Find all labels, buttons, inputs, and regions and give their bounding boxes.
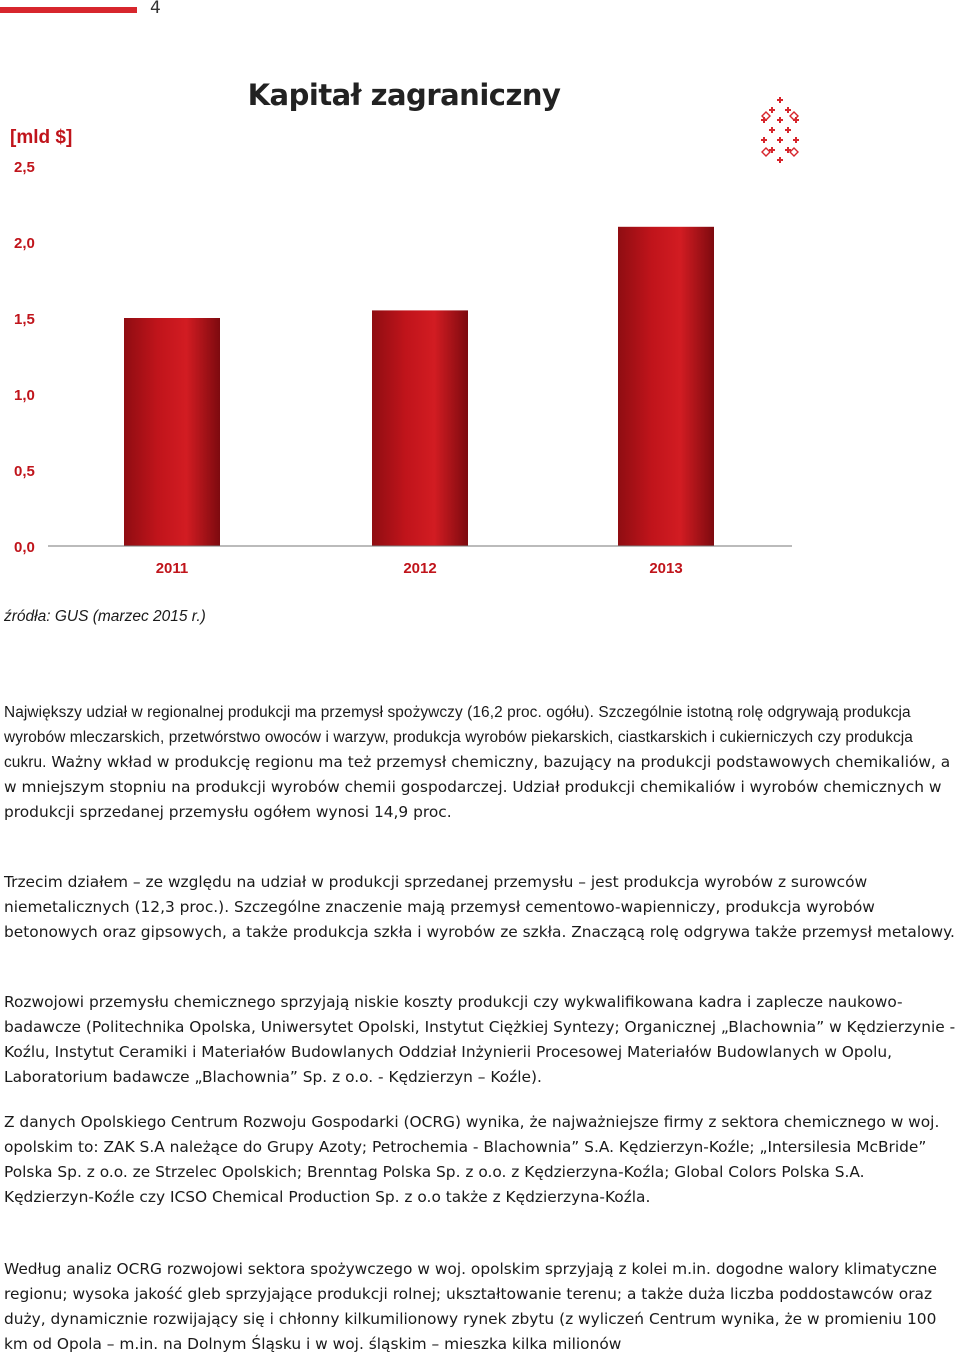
x-tick-label: 2012	[403, 560, 437, 577]
y-axis-ticks	[14, 159, 35, 556]
chart-ylabel: [mld $]	[10, 127, 73, 148]
bar-chart	[0, 55, 820, 585]
y-tick-label: 2,0	[14, 235, 35, 252]
x-tick-label: 2013	[649, 560, 683, 577]
paragraph-segment: Ważny wkład w produkcję regionu ma też przemysł chemiczny, bazujący na produkcji podstawowych chemikaliów, a w mniejszym stopniu na produkcji wyrobów chemii gospodarczej. Udział produkcji chemikaliów i wyrobów chemicznych w produkcji sprzedanej przemysłu ogółem wynosi 14,9 proc.	[4, 753, 951, 821]
paragraph-chemical-companies: Z danych Opolskiego Centrum Rozwoju Gospodarki (OCRG) wynika, że najważniejsze firmy z sektora chemicznego w woj. opolskim to: ZAK S.A należące do Grupy Azoty; Petrochemia - Blachownia” S.A. Kędzierzyn-Koźle; „Intersilesia McBride” Polska Sp. z o.o. ze Strzelec Opolskich; Brenntag Polska Sp. z o.o. z Kędzierzyna-Koźla; Global Colors Polska S.A. Kędzierzyn-Koźle czy ICSO Chemical Production Sp. z o.o także z Kędzierzyna-Koźla.	[4, 1113, 940, 1206]
y-tick-label: 2,5	[14, 159, 35, 176]
y-tick-label: 1,0	[14, 387, 35, 404]
x-axis-labels	[156, 560, 683, 577]
chart-title: Kapitał zagraniczny	[247, 78, 561, 112]
paragraph-chemical-development: Rozwojowi przemysłu chemicznego sprzyjają niskie koszty produkcji czy wykwalifikowana kadra i zaplecze naukowo-badawcze (Politechnika Opolska, Uniwersytet Opolski, Instytut Ciężkiej Syntezy; Organicznej „Blachownia” w Kędzierzynie - Koźlu, Instytut Ceramiki i Materiałów Budowlanych Oddział Inżynierii Procesowej Materiałów Budowlanych w Opolu, Laboratorium badawcze „Blachownia” Sp. z o.o. - Kędzierzyn – Koźle).	[4, 993, 956, 1086]
paragraph-food-chemical	[4, 700, 959, 825]
paragraph-food-sector: Według analiz OCRG rozwojowi sektora spożywczego w woj. opolskim sprzyjają z kolei m.in. dogodne walory klimatyczne regionu; wysoka jakość gleb sprzyjające produkcji rolnej; ukształtowanie terenu; a także duża liczba poddostawców oraz duży, dynamicznie rozwijający się i chłonny kilkumilionowy rynek zbytu (z wyliczeń Centrum wynika, że w promieniu 100 km od Opola – m.in. na Dolnym Śląsku i w woj. śląskim – mieszka kilka milionów	[4, 1260, 937, 1353]
y-tick-label: 0,0	[14, 539, 35, 556]
folk-embroidery-pattern-icon	[761, 97, 799, 163]
x-tick-label: 2011	[155, 560, 189, 577]
source-note: źródła: GUS (marzec 2015 r.)	[4, 608, 206, 625]
y-tick-label: 1,5	[14, 311, 35, 328]
bar-2011	[124, 318, 220, 546]
bars	[124, 227, 714, 546]
bar-2013	[618, 227, 714, 546]
y-tick-label: 0,5	[14, 463, 35, 480]
bar-2012	[372, 310, 468, 546]
paragraph-nonmetallic: Trzecim działem – ze względu na udział w produkcji sprzedanej przemysłu – jest produkcja wyrobów z surowców niemetalicznych (12,3 proc.). Szczególne znaczenie mają przemysł cementowo-wapienniczy, produkcja wyrobów betonowych oraz gipsowych, a także produkcja szkła i wyrobów ze szkła. Znaczącą rolę odgrywa także przemysł metalowy.	[4, 873, 955, 941]
page-number: 4	[150, 0, 161, 18]
page-header-bar	[0, 7, 137, 13]
paragraph-segment: Największy udział w regionalnej produkcji ma przemysł spożywczy (16,2 proc. ogółu). Szczególnie istotną rolę odgrywają produkcja wyrobów mleczarskich, przetwórstwo owoców i warzyw, produkcja wyrobów piekarskich, ciastkarskich i cukierniczych czy produkcja cukru.	[4, 704, 913, 771]
